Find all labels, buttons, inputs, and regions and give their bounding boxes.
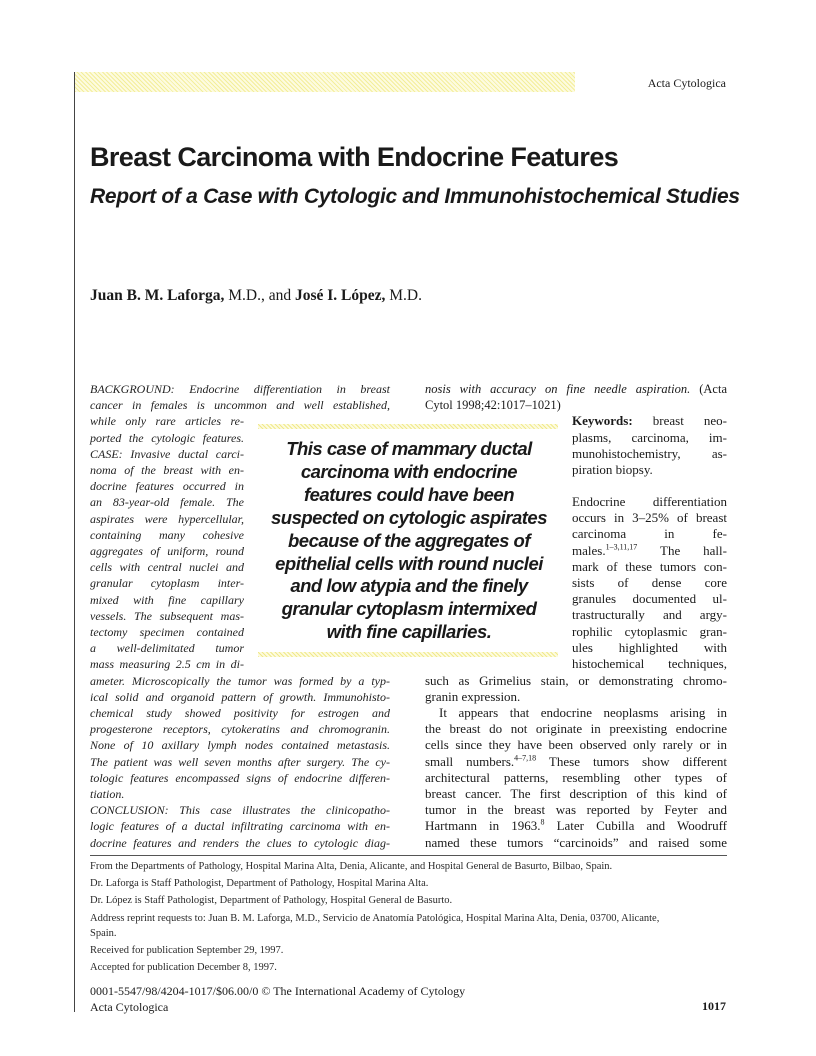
body-text: males. (572, 542, 606, 558)
abstract-line: ported the cytologic features. (90, 430, 244, 445)
citation-line: Cytol 1998;42:1017–1021) (425, 398, 561, 413)
abstract-continuation (425, 381, 727, 413)
keywords-label: Keywords: (572, 413, 633, 429)
keywords-block (572, 413, 727, 478)
pull-quote-line: and low atypia and the finely (290, 575, 528, 597)
body-line: breast cancer. The first description of this kind of (425, 786, 727, 802)
keywords-line: plasms, carcinoma, im- (572, 429, 727, 445)
body-line: granin expression. (425, 688, 521, 704)
reference-sup: 8 (540, 818, 545, 828)
copyright-line: 0001-5547/98/4204-1017/$06.00/0 © The International Academy of Cytology (90, 984, 466, 998)
abstract-line: None of 10 axillary lymph nodes contained metastasis. (90, 738, 390, 753)
body-line: ules highlighted with (572, 639, 727, 655)
body-text: Later Cubilla and Woodruff (544, 818, 728, 834)
body-line: occurs in 3–25% of breast (572, 510, 727, 526)
pull-quote-text (262, 438, 556, 644)
author-conjunction: and (264, 287, 295, 304)
abstract-line: cells with central nuclei and (90, 560, 244, 575)
abstract-line: containing many cohesive (90, 527, 244, 542)
abstract-line: vessels. The subsequent mas- (90, 608, 244, 623)
author-line (90, 287, 422, 305)
abstract-line: ical solid and organoid pattern of growth. Immunohisto- (90, 689, 390, 704)
abstract-line: The patient was well seven months after surgery. The cy- (90, 754, 390, 769)
keywords-line (572, 413, 727, 429)
footnote-line: Spain. (90, 927, 117, 939)
body-line: It appears that endocrine neoplasms arising in (439, 705, 727, 720)
pull-quote (258, 424, 560, 662)
body-line (425, 818, 727, 834)
body-line: granules documented ul- (572, 591, 727, 607)
body-line: architectural patterns, resembling other types of (425, 769, 727, 785)
footnote-line: Received for publication September 29, 1997. (90, 945, 284, 957)
footnote-line: From the Departments of Pathology, Hospital Marina Alta, Denia, Alicante, and Hospital General de Basurto, Bilbao, Spain. (90, 861, 613, 872)
abstract-line: while only rare articles re- (90, 414, 244, 429)
footnote-line: Dr. López is Staff Pathologist, Department of Pathology, Hospital General de Basurto. (90, 895, 453, 907)
citation-part: (Acta (690, 382, 727, 396)
body-line: the breast do not originate in preexisting endocrine (425, 721, 727, 737)
pull-quote-line: This case of mammary ductal (286, 438, 532, 459)
abstract-line: aggregates of uniform, round (90, 544, 244, 559)
body-line (425, 754, 727, 770)
abstract-line: tectomy specimen contained (90, 625, 244, 640)
abstract-line: docrine features occurred in (90, 479, 244, 494)
abstract-line: tiation. (90, 787, 125, 802)
body-line: cells since they have been observed only rarely or in (425, 737, 727, 753)
abstract-cont-italic: nosis with accuracy on fine needle aspiration. (425, 382, 691, 396)
abstract-line: cancer in females is uncommon and well established, (90, 398, 390, 413)
body-line: Endocrine differentiation (572, 494, 727, 509)
abstract-line: docrine features and renders the clues to cytologic diag- (90, 835, 390, 850)
footnote-line: Accepted for publication December 8, 1997. (90, 962, 277, 974)
body-narrow (572, 494, 727, 672)
abstract-top (90, 381, 390, 413)
pull-quote-rule-bottom (258, 652, 558, 657)
article-subtitle: Report of a Case with Cytologic and Immunohistochemical Studies (90, 185, 740, 208)
author-1-degree: M.D., (224, 287, 265, 304)
author-2-name: José I. López, (294, 287, 386, 304)
pull-quote-line: because of the aggregates of (288, 529, 530, 551)
abstract-wrap (90, 413, 244, 672)
body-line (572, 543, 727, 559)
abstract-line: a well-delimitated tumor (90, 641, 244, 656)
body-wide (425, 673, 727, 851)
author-2-degree: M.D. (385, 287, 422, 304)
body-line: trastructurally and argy- (572, 607, 727, 623)
abstract-line: chemical study showed positivity for estrogen and (90, 706, 390, 720)
abstract-line: progesterone receptors, cytokeratins and chromogranin. (90, 722, 390, 737)
header-band (75, 72, 575, 92)
keywords-line: munohistochemistry, as- (572, 445, 727, 461)
abstract-line: ameter. Microscopically the tumor was formed by a typ- (90, 673, 390, 688)
reference-sup: 1–3,11,17 (605, 542, 638, 552)
page-number: 1017 (702, 999, 726, 1013)
body-line: rophilic cytoplasmic gran- (572, 623, 727, 639)
abstract-cont-line (425, 381, 727, 397)
pull-quote-line: carcinoma with endocrine (300, 460, 518, 482)
keywords-text: breast neo- (652, 413, 727, 429)
body-line: carcinoma in fe- (572, 526, 727, 542)
body-line: sists of dense core (572, 575, 727, 591)
abstract-line: logic features of a ductal infiltrating carcinoma with en- (90, 819, 390, 834)
abstract-line: CONCLUSION: This case illustrates the clinicopatho- (90, 803, 390, 818)
abstract-bottom (90, 673, 390, 851)
abstract-line: mixed with fine capillary (90, 592, 244, 607)
abstract-line: CASE: Invasive ductal carci- (90, 446, 244, 461)
keywords-line: piration biopsy. (572, 462, 653, 477)
article-title: Breast Carcinoma with Endocrine Features (90, 142, 619, 172)
abstract-line: BACKGROUND: Endocrine differentiation in breast (90, 382, 390, 396)
footer-block (90, 983, 465, 1015)
footnote-line: Address reprint requests to: Juan B. M. Laforga, M.D., Servicio de Anatomía Patológica, Hospital Marina Alta, Denia, 03700, Alicante, (90, 912, 660, 924)
body-line: mark of these tumors con- (572, 558, 727, 574)
pull-quote-rule-top (258, 424, 558, 429)
reference-sup: 4–7,18 (514, 753, 537, 763)
footnote-line: Dr. Laforga is Staff Pathologist, Department of Pathology, Hospital Marina Alta. (90, 878, 429, 890)
pull-quote-line: features could have been (303, 483, 515, 505)
abstract-line: noma of the breast with en- (90, 463, 244, 477)
pull-quote-line: epithelial cells with round nuclei (275, 552, 543, 574)
body-text: small numbers. (425, 753, 515, 769)
footer-journal: Acta Cytologica (90, 1000, 169, 1014)
body-line: tumor in the breast was reported by Feyter and (425, 802, 727, 818)
abstract-line: an 83-year-old female. The (90, 495, 244, 510)
author-1-name: Juan B. M. Laforga, (90, 287, 225, 304)
pull-quote-line: with fine capillaries. (326, 621, 492, 643)
body-line: such as Grimelius stain, or demonstrating chromo- (425, 672, 727, 688)
abstract-line: granular cytoplasm inter- (90, 576, 244, 591)
abstract-line: tologic features encompassed signs of endocrine differen- (90, 770, 390, 785)
footnotes (90, 858, 727, 976)
margin-rule (74, 72, 75, 1012)
running-head: Acta Cytologica (647, 76, 726, 90)
body-line: named these tumors “carcinoids” and raised some (425, 834, 727, 850)
footnote-rule (90, 855, 727, 856)
pull-quote-line: suspected on cytologic aspirates (271, 506, 547, 528)
pull-quote-line: granular cytoplasm intermixed (281, 598, 537, 620)
body-text: Hartmann in 1963. (425, 818, 541, 834)
body-text: The hall- (637, 542, 727, 558)
body-line: histochemical techniques, (572, 656, 727, 672)
abstract-line: aspirates were hypercellular, (90, 511, 244, 526)
body-text: These tumors show different (536, 753, 727, 769)
abstract-line: mass measuring 2.5 cm in di- (90, 657, 244, 672)
